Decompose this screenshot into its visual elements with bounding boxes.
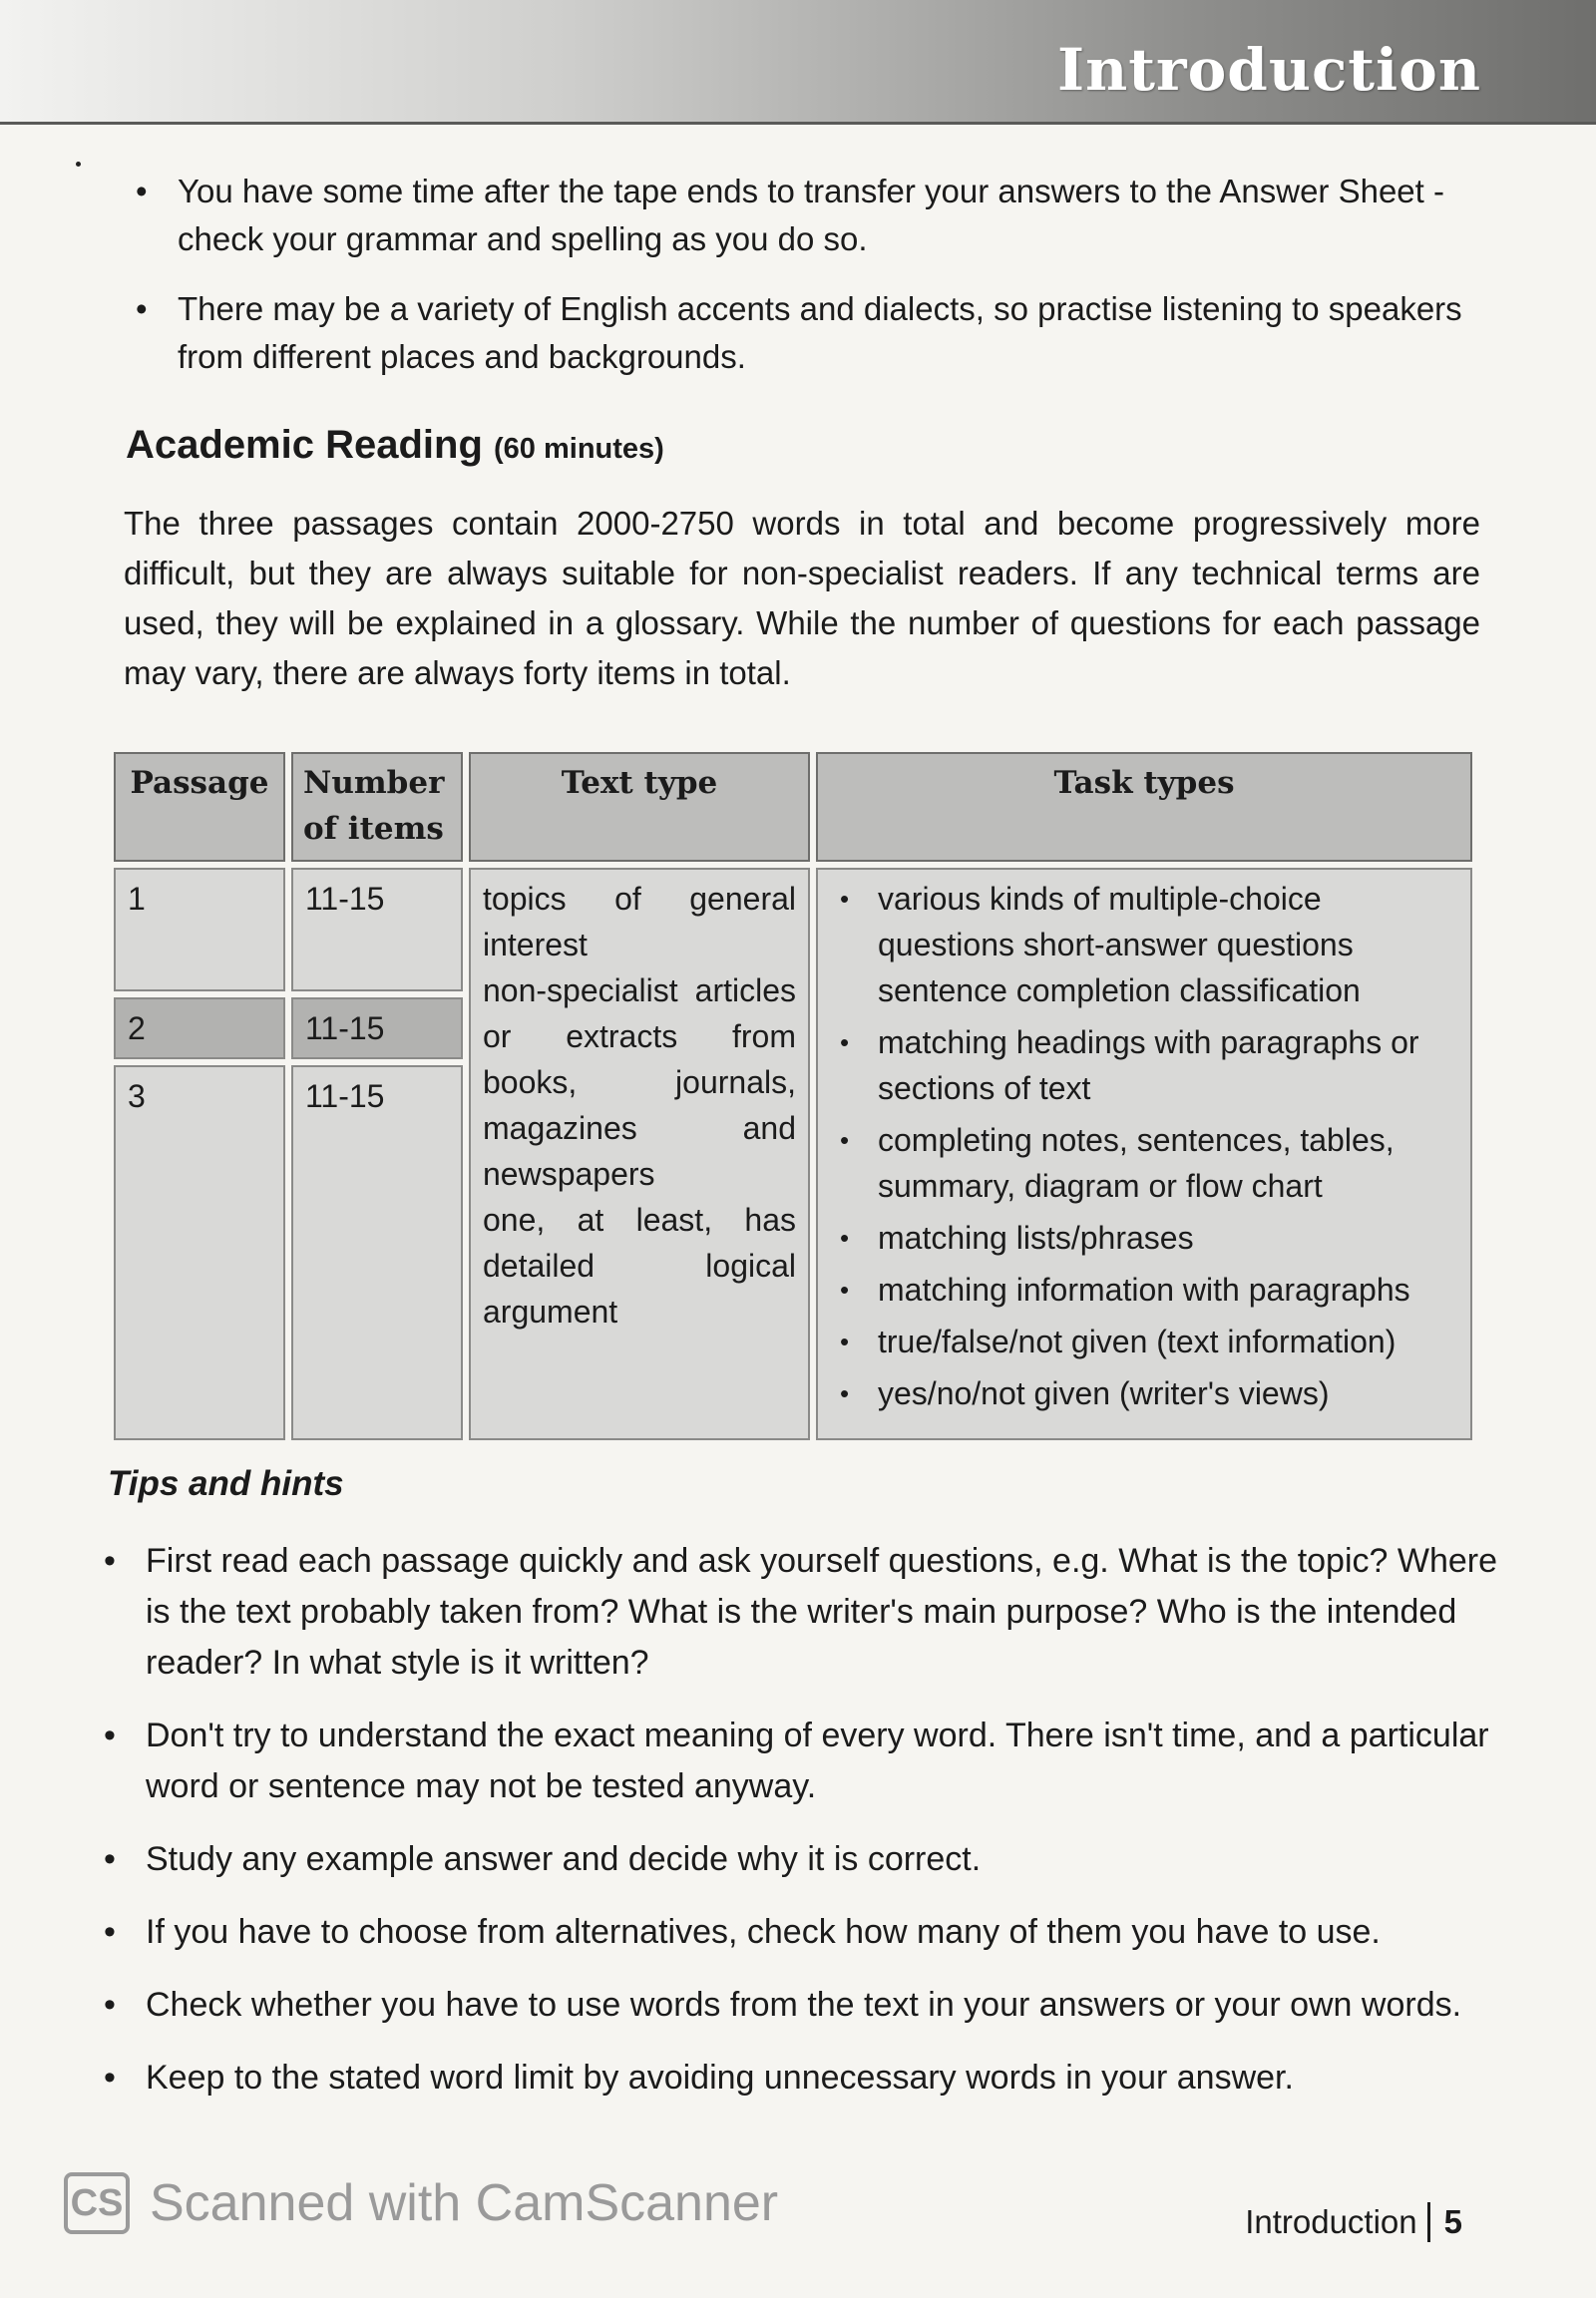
- list-item: • Keep to the stated word limit by avoiding unnecessary words in your answer.: [104, 2053, 1500, 2104]
- listening-tips-list: [136, 168, 1462, 403]
- tips-title: Tips and hints: [108, 1464, 344, 1503]
- list-item: • yes/no/not given (writer's views): [830, 1370, 1458, 1416]
- watermark-text: Scanned with CamScanner: [150, 2174, 779, 2232]
- footer-divider: [1427, 2202, 1430, 2242]
- list-item: • matching lists/phrases: [830, 1215, 1458, 1261]
- header-text-type: Text type: [469, 752, 810, 862]
- list-item: • true/false/not given (text information): [830, 1319, 1458, 1364]
- page-header-title: Introduction: [1056, 36, 1481, 104]
- table-row: [114, 868, 1472, 991]
- header-number-of-items: Number of items: [291, 752, 463, 862]
- passage-cell: 3: [114, 1065, 285, 1440]
- camscanner-watermark: [64, 2172, 778, 2234]
- page-footer: [1245, 2202, 1462, 2242]
- list-item: • First read each passage quickly and ask yourself questions, e.g. What is the topic? Where is the text probably taken from? What is the writer's main purpose? Who is the intended reader? In what style is it written?: [104, 1536, 1500, 1689]
- items-cell: 11-15: [291, 997, 463, 1059]
- header-task-types: Task types: [816, 752, 1472, 862]
- reading-intro-paragraph: The three passages contain 2000-2750 words in total and become progressively more difficult, but they are always suitable for non-specialist readers. If any technical terms are used, they will be explained in a glossary. While the number of questions for each passage may vary, there are always forty items in total.: [124, 505, 1480, 691]
- section-duration: (60 minutes): [494, 433, 664, 465]
- header-bar: [0, 0, 1596, 125]
- list-item: • matching headings with paragraphs or sections of text: [830, 1019, 1458, 1111]
- text-type-1: topics of general interest: [483, 881, 796, 962]
- tips-list: [104, 1536, 1500, 2125]
- list-item: • If you have to choose from alternatives, check how many of them you have to use.: [104, 1907, 1500, 1958]
- section-title-text: Academic Reading: [126, 423, 483, 467]
- camscanner-logo-icon: CS: [64, 2172, 130, 2234]
- page-number: 5: [1443, 2203, 1462, 2240]
- passages-table: [108, 746, 1478, 1446]
- header-passage: Passage: [114, 752, 285, 862]
- table-header-row: [114, 752, 1472, 862]
- list-item: • Study any example answer and decide why it is correct.: [104, 1834, 1500, 1885]
- list-item: • There may be a variety of English accents and dialects, so practise listening to speakers from different places and backgrounds.: [136, 285, 1462, 381]
- section-title: [126, 423, 664, 468]
- passage-cell: 1: [114, 868, 285, 991]
- list-item: • You have some time after the tape ends to transfer your answers to the Answer Sheet - check your grammar and spelling as you do so.: [136, 168, 1462, 263]
- task-types-cell: [816, 868, 1472, 1440]
- text-type-3: one, at least, has detailed logical argument: [483, 1202, 796, 1330]
- items-cell: 11-15: [291, 1065, 463, 1440]
- scan-speck: [76, 162, 81, 167]
- items-cell: 11-15: [291, 868, 463, 991]
- footer-label: Introduction: [1245, 2203, 1417, 2240]
- list-item: • Don't try to understand the exact meaning of every word. There isn't time, and a particular word or sentence may not be tested anyway.: [104, 1711, 1500, 1812]
- text-type-2: non-specialist articles or extracts from books, journals, magazines and newspapers: [483, 972, 796, 1192]
- text-type-cell: [469, 868, 810, 1440]
- passage-cell: 2: [114, 997, 285, 1059]
- list-item: • completing notes, sentences, tables, summary, diagram or flow chart: [830, 1117, 1458, 1209]
- task-types-list: [830, 876, 1458, 1416]
- list-item: • Check whether you have to use words from the text in your answers or your own words.: [104, 1980, 1500, 2031]
- list-item: • various kinds of multiple-choice questions short-answer questions sentence completion classification: [830, 876, 1458, 1013]
- list-item: • matching information with paragraphs: [830, 1267, 1458, 1313]
